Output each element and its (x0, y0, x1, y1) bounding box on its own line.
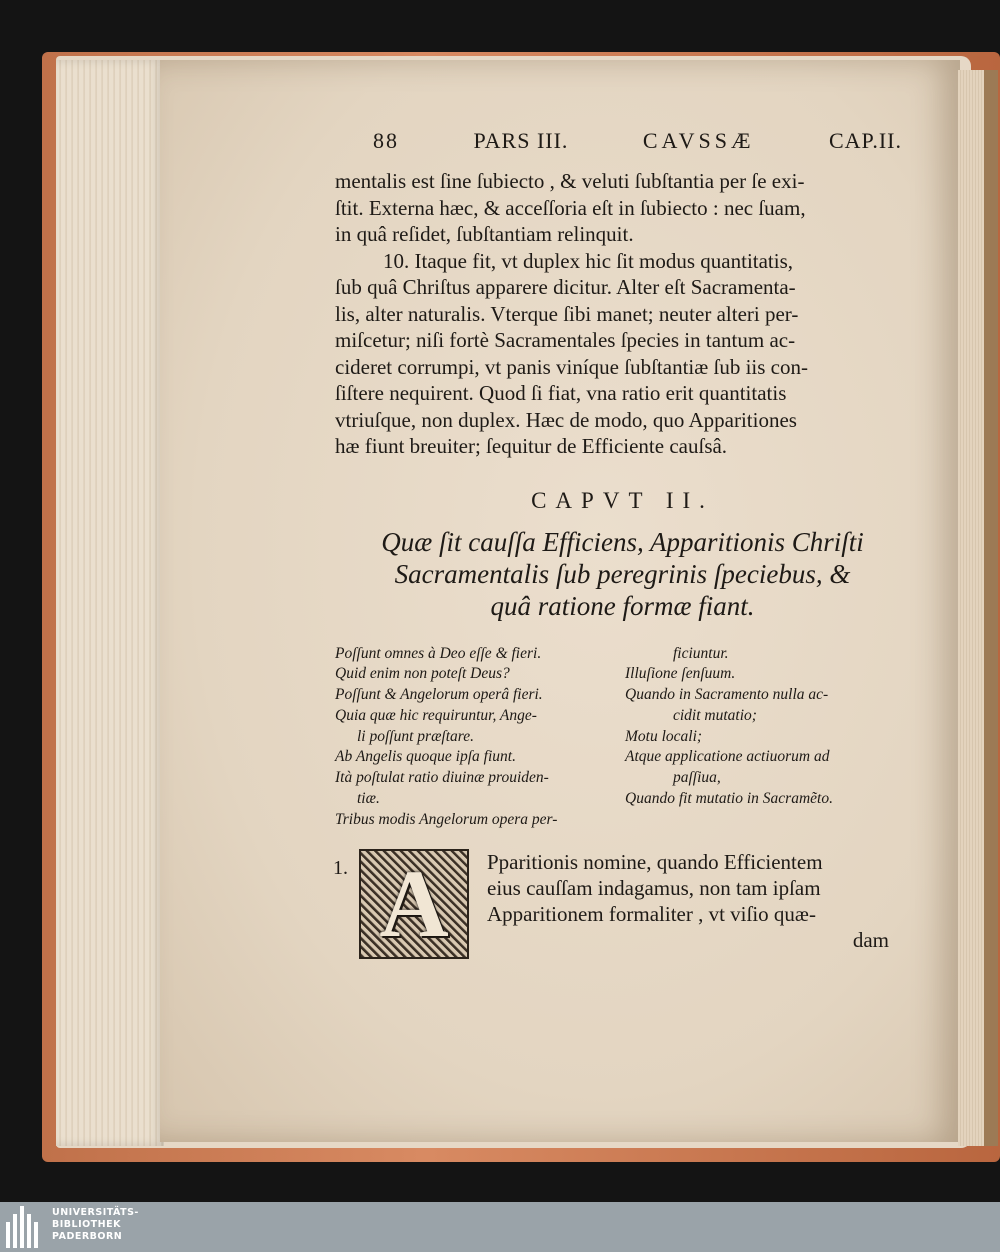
section-number: 1. (333, 856, 348, 879)
text-line: mentalis est ſine ſubiecto , & veluti ſubſtantia per ſe exi- (335, 169, 805, 193)
summary-line: Quia quæ hic requiruntur, Ange- (335, 706, 537, 724)
library-logo-icon (6, 1206, 44, 1248)
text-line: ſtit. Externa hæc, & acceſſoria eſt in ſubiecto : nec ſuam, (335, 195, 806, 220)
back-page-edges (958, 70, 998, 1146)
summary-line: Poſſunt omnes à Deo eſſe & fieri. (335, 644, 542, 662)
initial-letter: A (379, 849, 449, 957)
running-head-section: CAVSSÆ (642, 128, 755, 153)
chapter-title-line: Sacramentalis ſub peregrinis ſpeciebus, & (394, 558, 851, 589)
text-line: 10. Itaque fit, vt duplex hic ſit modus quantitatis, (383, 248, 794, 273)
text-line: vtriuſque, non duplex. Hæc de modo, quo Apparitiones (335, 407, 797, 432)
summary-line: Poſſunt & Angelorum operâ fieri. (335, 686, 543, 704)
chapter-summary (335, 644, 910, 831)
library-name-line: PADERBORN (52, 1231, 123, 1242)
summary-line: ficiuntur. (673, 644, 729, 662)
summary-line: cidit mutatio; (673, 706, 757, 724)
library-footer (0, 1202, 1000, 1252)
summary-line: Quid enim non poteſt Deus? (335, 665, 510, 683)
summary-line: Motu locali; (625, 727, 703, 745)
chapter-heading: CAPVT II. (531, 487, 714, 513)
text-line: Pparitionis nomine, quando Efficientem (487, 849, 823, 874)
summary-line: tiæ. (357, 790, 380, 808)
summary-left-column (335, 644, 620, 831)
summary-line: Ab Angelis quoque ipſa fiunt. (335, 748, 516, 766)
decorated-initial (359, 849, 469, 959)
library-name-line: UNIVERSITÄTS- (52, 1207, 139, 1218)
text-line: ſiſtere nequirent. Quod ſi fiat, vna ratio erit quantitatis (335, 381, 787, 405)
running-head-chapter: CAP.II. (828, 128, 902, 153)
summary-line: Ità poſtulat ratio diuinæ prouiden- (335, 769, 549, 787)
summary-line: Atque applicatione actiuorum ad (625, 748, 830, 766)
page-edges (56, 60, 164, 1146)
catchword: dam (852, 927, 889, 952)
running-head (335, 128, 910, 164)
summary-line: Illuſione ſenſuum. (625, 665, 736, 683)
summary-line: li poſſunt præſtare. (357, 727, 474, 745)
summary-line: Quando fit mutatio in Sacramẽto. (625, 790, 833, 808)
text-line: in quâ reſidet, ſubſtantiam relinquit. (335, 222, 634, 246)
chapter-title-line: Quæ ſit cauſſa Efficiens, Apparitionis Chriſti (381, 526, 864, 557)
text-line: lis, alter naturalis. Vterque ſibi manet; neuter alteri per- (335, 301, 799, 326)
running-head-part: PARS III. (473, 128, 569, 153)
text-line: Apparitionem formaliter , vt viſio quæ- (487, 901, 816, 926)
library-name (52, 1207, 139, 1243)
library-name-line: BIBLIOTHEK (52, 1219, 121, 1230)
section-text (487, 849, 897, 953)
text-line: eius cauſſam indagamus, non tam ipſam (487, 875, 821, 900)
chapter-title-line: quâ ratione formæ fiant. (490, 590, 755, 621)
summary-line: Quando in Sacramento nulla ac- (625, 686, 829, 704)
summary-right-column (625, 644, 910, 831)
section-one (335, 849, 910, 969)
paragraph (335, 168, 910, 460)
page-number: 88 (373, 128, 399, 153)
page-text (335, 128, 910, 969)
summary-line: Tribus modis Angelorum opera per- (335, 810, 558, 828)
chapter-title (335, 526, 910, 622)
text-line: miſcetur; niſi fortè Sacramentales ſpecies in tantum ac- (335, 328, 796, 352)
text-line: hæ fiunt breuiter; ſequitur de Efficiente cauſsâ. (335, 434, 728, 458)
text-line: cideret corrumpi, vt panis viníque ſubſtantiæ ſub iis con- (335, 354, 808, 379)
summary-line: paſſiua, (673, 769, 721, 787)
text-line: ſub quâ Chriſtus apparere dicitur. Alter eſt Sacramenta- (335, 275, 796, 299)
